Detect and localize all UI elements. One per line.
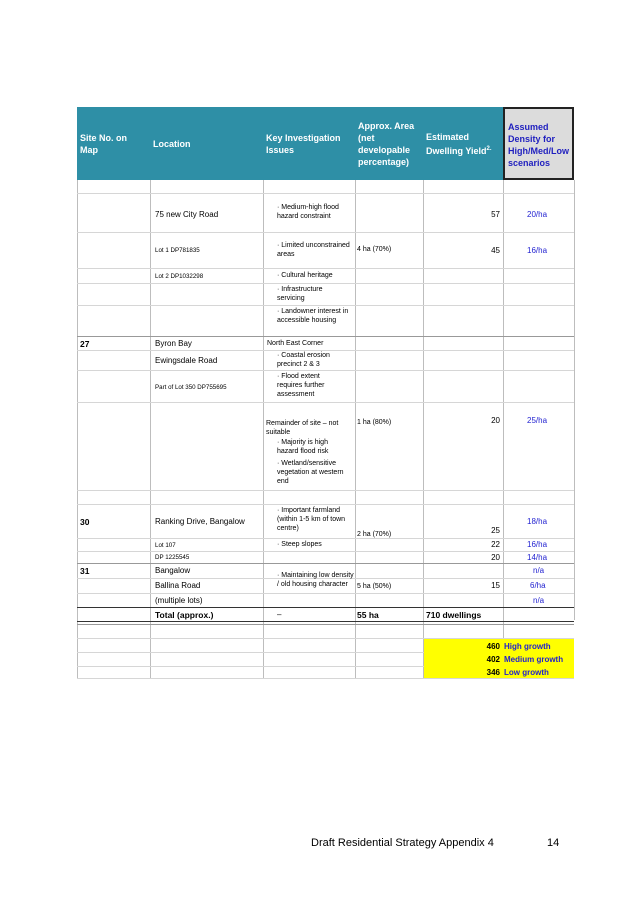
density-cell: 6/ha bbox=[530, 581, 546, 590]
issue-cell: · Infrastructure servicing bbox=[277, 286, 323, 302]
issue-cell: · Wetland/sensitive vegetation at western end bbox=[277, 460, 344, 485]
yield-cell: 25 bbox=[491, 526, 500, 535]
site-number: 30 bbox=[80, 517, 90, 527]
location-cell: Ewingsdale Road bbox=[155, 356, 218, 365]
header-density-label: Assumed Density for High/Med/Low scenarios bbox=[508, 122, 569, 168]
density-cell: n/a bbox=[533, 596, 545, 605]
scenario-label: Medium growth bbox=[504, 655, 564, 664]
total-area: 55 ha bbox=[357, 610, 379, 620]
header-area-label: Approx. Area (net developable percentage) bbox=[358, 120, 415, 167]
page-number: 14 bbox=[547, 837, 560, 849]
yield-cell: 20 bbox=[491, 553, 500, 562]
density-cell: 14/ha bbox=[527, 553, 548, 562]
issue-cell: · Limited unconstrained areas bbox=[277, 242, 350, 258]
header-density bbox=[503, 107, 574, 180]
location-cell: Part of Lot 350 DP755695 bbox=[155, 384, 227, 391]
location-cell: DP 1225545 bbox=[155, 554, 190, 561]
yield-cell: 15 bbox=[491, 581, 500, 590]
density-cell: n/a bbox=[533, 566, 545, 575]
density-cell: 16/ha bbox=[527, 540, 548, 549]
scenario-label: Low growth bbox=[504, 668, 549, 677]
issue-cell: · Maintaining low density / old housing character bbox=[277, 572, 354, 588]
density-cell: 18/ha bbox=[527, 517, 548, 526]
issue-cell: · Important farmland (within 1-5 km of town centre) bbox=[277, 507, 346, 532]
header-yield-text: Estimated Dwelling Yield bbox=[426, 131, 487, 156]
yield-cell: 22 bbox=[491, 540, 500, 549]
issue-cell: · Steep slopes bbox=[277, 541, 322, 548]
header-location-label: Location bbox=[153, 138, 191, 149]
location-cell: 75 new City Road bbox=[155, 210, 219, 219]
header-issues bbox=[263, 107, 355, 180]
location-cell: Lot 1 DP781835 bbox=[155, 247, 200, 254]
total-label: Total (approx.) bbox=[155, 610, 214, 620]
issue-cell: Remainder of site – not suitable bbox=[266, 420, 339, 436]
location-cell: Ranking Drive, Bangalow bbox=[155, 517, 245, 526]
header-issues-label: Key Investigation Issues bbox=[266, 132, 341, 155]
area-cell: 5 ha (50%) bbox=[357, 583, 392, 590]
issue-cell: · Medium-high flood hazard constraint bbox=[277, 204, 339, 220]
yield-cell: 57 bbox=[491, 210, 500, 219]
location-cell: Lot 2 DP1032298 bbox=[155, 273, 204, 280]
scenario-value: 346 bbox=[486, 668, 500, 677]
density-cell: 25/ha bbox=[527, 416, 548, 425]
location-cell: Lot 107 bbox=[155, 542, 176, 549]
issue-cell: · Flood extent requires further assessment bbox=[277, 373, 325, 398]
header-location bbox=[150, 107, 263, 180]
location-cell: Bangalow bbox=[155, 566, 191, 575]
density-cell: 16/ha bbox=[527, 246, 548, 255]
total-issues: – bbox=[277, 610, 282, 619]
site-number: 27 bbox=[80, 339, 90, 349]
location-cell: (multiple lots) bbox=[155, 596, 203, 605]
scenario-label: High growth bbox=[504, 642, 551, 651]
header-yield-sup: 2. bbox=[486, 145, 492, 152]
issue-cell: · Cultural heritage bbox=[277, 272, 333, 279]
area-cell: 1 ha (80%) bbox=[357, 419, 392, 426]
total-yield: 710 dwellings bbox=[426, 610, 482, 620]
area-cell: 2 ha (70%) bbox=[357, 531, 392, 538]
header-yield bbox=[423, 107, 503, 180]
issue-cell: · Landowner interest in accessible housing bbox=[277, 308, 349, 324]
issue-cell: · Coastal erosion precinct 2 & 3 bbox=[277, 352, 330, 368]
footer-title: Draft Residential Strategy Appendix 4 bbox=[311, 837, 494, 849]
header-area bbox=[355, 107, 423, 180]
header-site-label: Site No. on Map bbox=[80, 132, 127, 155]
yield-cell: 20 bbox=[491, 416, 500, 425]
scenario-value: 402 bbox=[486, 655, 500, 664]
header-site bbox=[77, 107, 150, 180]
density-cell: 20/ha bbox=[527, 210, 548, 219]
issue-cell: North East Corner bbox=[267, 340, 324, 347]
issue-cell: · Majority is high hazard flood risk bbox=[277, 439, 329, 455]
location-cell: Byron Bay bbox=[155, 339, 192, 348]
scenario-value: 460 bbox=[486, 642, 500, 651]
header-yield-label bbox=[426, 131, 500, 157]
area-cell: 4 ha (70%) bbox=[357, 246, 392, 253]
site-number: 31 bbox=[80, 566, 90, 576]
location-cell: Ballina Road bbox=[155, 581, 201, 590]
yield-cell: 45 bbox=[491, 246, 500, 255]
